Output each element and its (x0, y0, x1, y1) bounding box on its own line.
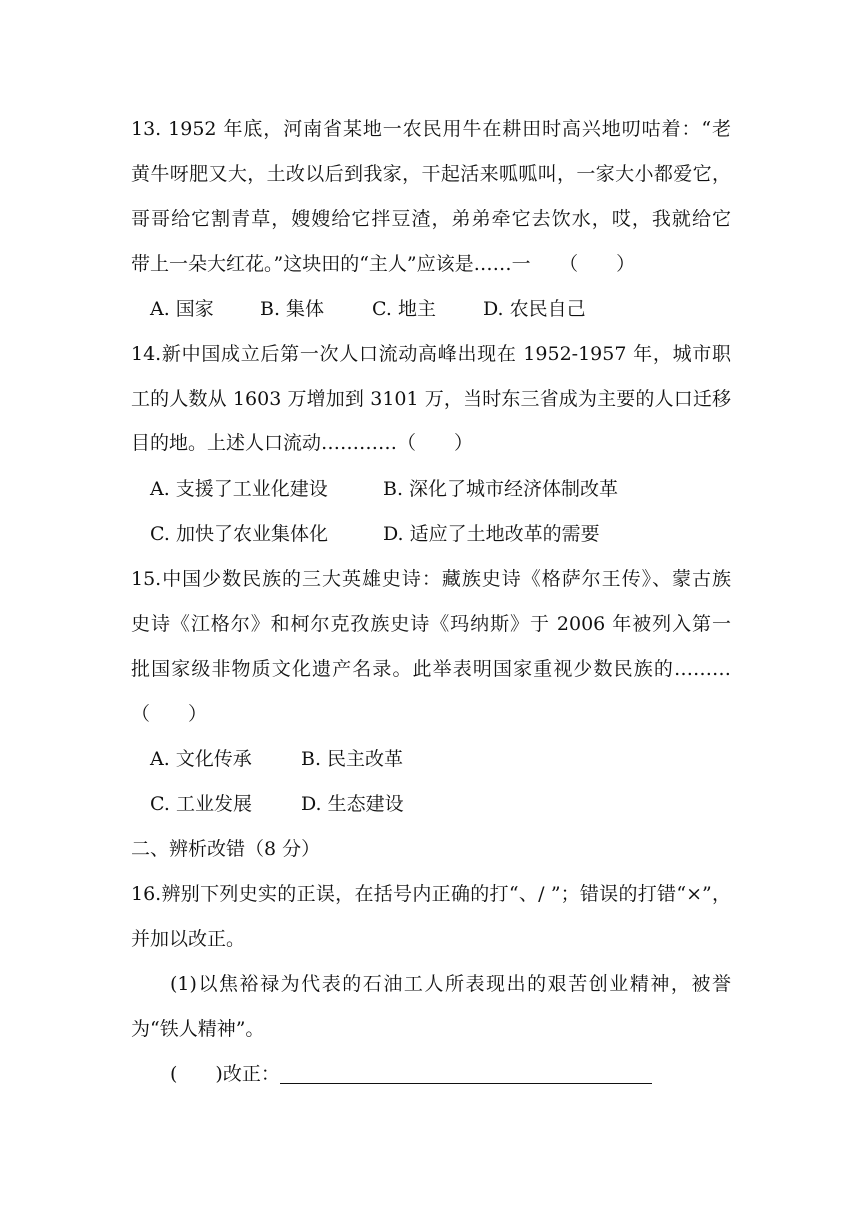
q14-option-d: D. 适应了土地改革的需要 (383, 523, 600, 545)
q15-option-a: A. 文化传承 (150, 748, 252, 770)
section-2-heading: 二、辨析改错（8 分） (131, 838, 321, 860)
q16-line-2: 并加以改正。 (131, 928, 246, 950)
q16-sub1-line-1: (1)以焦裕禄为代表的石油工人所表现出的艰苦创业精神，被誉 (170, 973, 731, 995)
q16-line-1: 16.辨别下列史实的正误，在括号内正确的打“、/ ”；错误的打错“×”， (131, 883, 731, 905)
q13-option-a: A. 国家 (150, 298, 214, 320)
q14-option-a: A. 支援了工业化建设 (150, 478, 328, 500)
q15-option-d: D. 生态建设 (301, 793, 404, 815)
q16-sub1-answer-blank[interactable] (280, 1063, 652, 1084)
q14-option-b: B. 深化了城市经济体制改革 (383, 478, 619, 500)
q13-option-b: B. 集体 (260, 298, 325, 320)
q15-line-2: 史诗《江格尔》和柯尔克孜族史诗《玛纳斯》于 2006 年被列入第一 (131, 613, 731, 635)
q13-option-d: D. 农民自己 (483, 298, 586, 320)
q15-line-4: （ ） (131, 703, 208, 725)
q15-option-c: C. 工业发展 (150, 793, 252, 815)
q15-line-3: 批国家级非物质文化遗产名录。此举表明国家重视少数民族的……… (131, 658, 731, 680)
q13-line-1: 13. 1952 年底，河南省某地一农民用牛在耕田时高兴地叨咕着：“老 (131, 118, 731, 140)
q16-sub1-answer-row (170, 1062, 652, 1086)
q13-line-2: 黄牛呀肥又大，土改以后到我家，干起活来呱呱叫，一家大小都爱它， (131, 163, 731, 185)
q16-sub1-line-2: 为“铁人精神”。 (131, 1018, 265, 1040)
q14-line-2: 工的人数从 1603 万增加到 3101 万，当时东三省成为主要的人口迁移 (131, 388, 731, 410)
q16-sub1-answer-label: ( )改正： (170, 1063, 280, 1085)
q13-line-4: 带上一朵大红花。”这块田的“主人”应该是……一 （ ） (131, 253, 636, 275)
q14-line-3: 目的地。上述人口流动…………（ ） (131, 432, 474, 454)
q13-line-3: 哥哥给它割青草，嫂嫂给它拌豆渣，弟弟牵它去饮水，哎，我就给它 (131, 208, 731, 230)
q15-option-b: B. 民主改革 (301, 748, 404, 770)
q13-option-c: C. 地主 (372, 298, 436, 320)
q14-option-c: C. 加快了农业集体化 (150, 523, 328, 545)
q15-line-1: 15.中国少数民族的三大英雄史诗：藏族史诗《格萨尔王传》、蒙古族 (131, 568, 731, 590)
q14-line-1: 14.新中国成立后第一次人口流动高峰出现在 1952-1957 年，城市职 (131, 343, 731, 365)
